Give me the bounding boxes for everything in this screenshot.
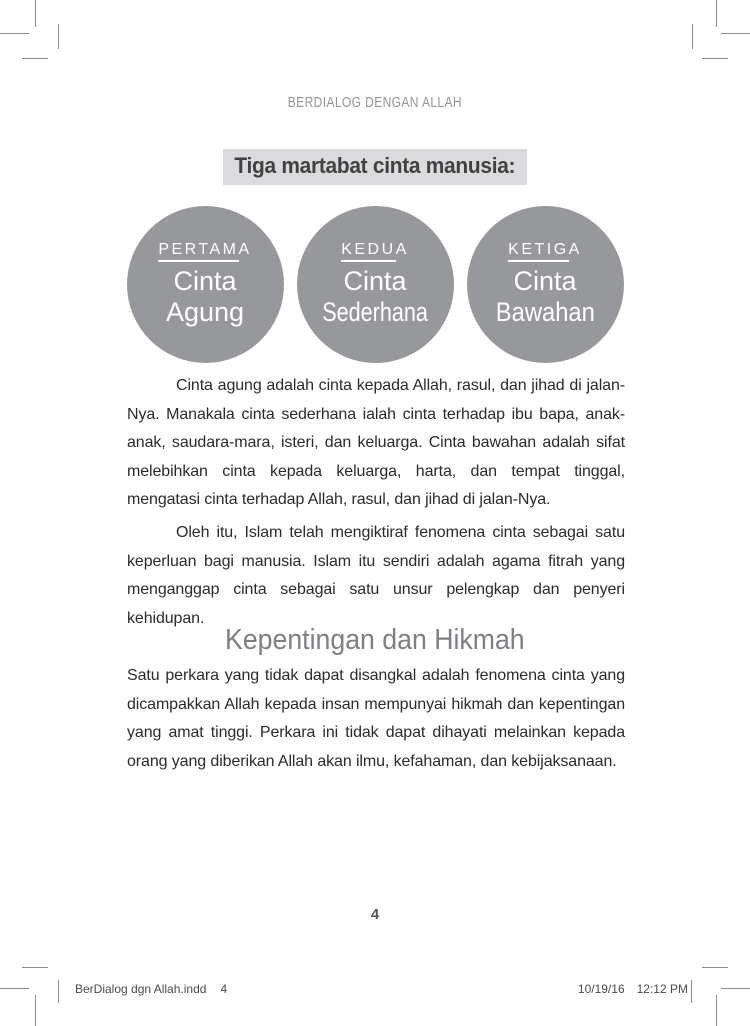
crop-mark-bottom-left-horizontal-inner [22,967,48,968]
crop-mark-top-right-horizontal-inner [702,58,728,59]
page-number: 4 [370,906,380,923]
circle-kedua-ordinal-underlined: KEDU [341,241,395,262]
circle-pertama-ordinal-rest: A [238,241,252,258]
slug-time: 12:12 PM [636,982,688,996]
circle-ketiga-line2: Bawahan [495,297,595,327]
circle-pertama-ordinal-underlined: PERTAM [158,241,238,262]
circle-ketiga-ordinal-underlined: KETIG [508,241,569,262]
circle-kedua-line2: Sederhana [322,297,428,327]
crop-mark-top-right-vertical-outer [716,0,717,27]
circle-pertama-line1: Cinta [173,266,237,296]
crop-mark-top-left-vertical-inner [58,24,59,49]
three-circles-diagram [0,206,750,363]
circle-kedua-ordinal [341,241,409,259]
circle-pertama [127,206,284,363]
crop-mark-top-left-horizontal-inner [22,58,48,59]
slug-right [578,982,688,996]
highlighted-title: Tiga martabat cinta manusia: [223,149,527,185]
crop-mark-bottom-right-vertical-outer [716,995,717,1026]
circle-ketiga-ordinal [508,241,582,259]
crop-mark-bottom-left-vertical-inner [58,980,59,1003]
circle-ketiga-ordinal-rest: A [568,241,582,258]
circle-pertama-ordinal [158,241,251,259]
circle-ketiga [467,206,624,363]
highlighted-title-row [0,149,750,185]
circle-kedua-ordinal-rest: A [395,241,409,258]
section-heading-text: Kepentingan dan Hikmah [225,624,525,656]
slug-left [75,982,227,996]
running-header [0,94,750,111]
crop-mark-top-right-vertical-inner [692,24,693,49]
crop-mark-bottom-right-horizontal-inner [702,967,728,968]
slug-line [75,982,688,996]
section-heading [0,624,750,657]
body-paragraph-3: Satu perkara yang tidak dapat disangkal adalah fenomena cinta yang dicampakkan Allah kepada insan mempunyai hikmah dan kepentingan yang amat tinggi. Perkara ini tidak dapat dihayati melainkan kepada orang yang diberikan Allah akan ilmu, kefahaman, dan kebijaksanaan. [127,667,625,770]
crop-mark-bottom-right-vertical-inner [691,980,692,1003]
circle-ketiga-line1: Cinta [513,266,577,296]
crop-mark-top-left-vertical-outer [35,0,36,27]
circle-kedua-line1: Cinta [343,266,407,296]
crop-mark-top-right-horizontal-outer [721,33,750,34]
body-paragraph-2: Oleh itu, Islam telah mengiktiraf fenomena cinta sebagai satu keperluan bagi manusia. Islam itu sendiri adalah agama fitrah yang menganggap cinta sebagai satu unsur pelengkap dan penyeri kehidupan. [127,524,625,627]
crop-mark-bottom-left-horizontal-outer [0,988,29,989]
running-header-text: BERDIALOG DENGAN ALLAH [287,94,463,111]
crop-mark-bottom-right-horizontal-outer [721,988,750,989]
crop-mark-bottom-left-vertical-outer [35,995,36,1026]
crop-mark-top-left-horizontal-outer [0,33,29,34]
circle-pertama-line2: Agung [165,297,245,327]
body-paragraph-1: Cinta agung adalah cinta kepada Allah, rasul, dan jihad di jalan-Nya. Manakala cinta sederhana ialah cinta terhadap ibu bapa, anak-anak, saudara-mara, isteri, dan keluarga. Cinta bawahan adalah sifat melebihkan cinta kepada keluarga, harta, dan tempat tinggal, mengatasi cinta terhadap Allah, rasul, dan jihad di jalan-Nya. [127,377,625,509]
slug-page-number: 4 [220,982,228,996]
slug-date: 10/19/16 [577,982,625,996]
slug-filename: BerDialog dgn Allah.indd [75,982,207,996]
circle-kedua [297,206,454,363]
